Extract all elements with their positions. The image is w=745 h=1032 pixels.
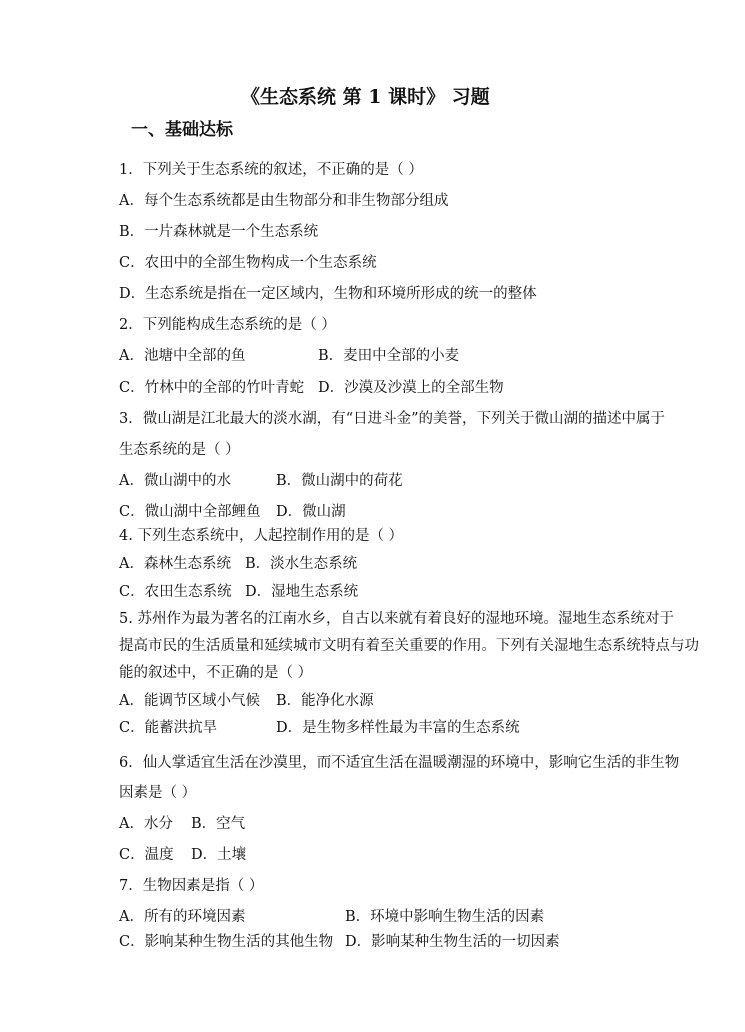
q4-option-a: A．森林生态系统 [119,556,231,572]
q6-stem-cont: 因素是（ ） [119,785,197,801]
q1-stem: 1．下列关于生态系统的叙述，不正确的是（ ） [119,162,423,178]
q6-option-a: A．水分 [119,816,173,832]
q5-option-c: C．能蓄洪抗旱 [119,720,218,736]
q1-option-b: B．一片森林就是一个生态系统 [119,224,319,240]
q2-option-b: B．麦田中全部的小麦 [318,348,460,364]
q1-option-c: C．农田中的全部生物构成一个生态系统 [119,255,377,271]
q5-option-d: D．是生物多样性最为丰富的生态系统 [276,720,520,736]
q4-option-b: B．淡水生态系统 [245,556,358,572]
page-title: 《生态系统 第 1 课时》 习题 [241,86,490,108]
q3-option-d: D．微山湖 [276,504,346,520]
q7-option-c: C．影响某种生物生活的其他生物 [119,934,334,950]
q2-option-c: C．竹林中的全部的竹叶青蛇 [119,380,305,396]
q7-option-d: D．影响某种生物生活的一切因素 [345,934,560,950]
q4-stem: 4. 下列生态系统中，人起控制作用的是（ ） [119,528,404,544]
q6-option-b: B．空气 [191,816,246,832]
q7-stem: 7．生物因素是指（ ） [119,878,264,894]
q5-stem: 5. 苏州作为最为著名的江南水乡，自古以来就有着良好的湿地环境。湿地生态系统对于 [119,611,674,627]
q5-stem-cont-2: 能的叙述中，不正确的是（ ） [119,665,313,681]
q3-option-b: B．微山湖中的荷花 [276,473,403,489]
q5-stem-cont-1: 提高市民的生活质量和延续城市文明有着至关重要的作用。下列有关湿地生态系统特点与功 [119,638,699,654]
q3-stem-cont: 生态系统的是（ ） [119,442,240,458]
q2-stem: 2．下列能构成生态系统的是（ ） [119,317,336,333]
q6-option-c: C．温度 [119,847,174,863]
q4-option-d: D．湿地生态系统 [245,584,359,600]
q7-option-a: A．所有的环境因素 [119,909,246,925]
q3-stem: 3．微山湖是江北最大的淡水湖，有“日进斗金”的美誉，下列关于微山湖的描述中属于 [119,411,666,427]
q2-option-a: A．池塘中全部的鱼 [119,348,246,364]
q3-option-c: C．微山湖中全部鲤鱼 [119,504,261,520]
q6-option-d: D．土壤 [191,847,247,863]
q1-option-d: D．生态系统是指在一定区域内，生物和环境所形成的统一的整体 [119,286,537,302]
q3-option-a: A．微山湖中的水 [119,473,231,489]
q1-option-a: A．每个生态系统都是由生物部分和非生物部分组成 [119,193,449,209]
q5-option-b: B．能净化水源 [276,693,374,709]
q6-stem: 6．仙人掌适宜生活在沙漠里，而不适宜生活在温暖潮湿的环境中，影响它生活的非生物 [119,755,680,771]
q7-option-b: B．环境中影响生物生活的因素 [345,909,545,925]
q2-option-d: D．沙漠及沙漠上的全部生物 [318,380,504,396]
q4-option-c: C．农田生态系统 [119,584,232,600]
section-heading: 一、基础达标 [131,120,233,140]
q5-option-a: A．能调节区域小气候 [119,693,260,709]
